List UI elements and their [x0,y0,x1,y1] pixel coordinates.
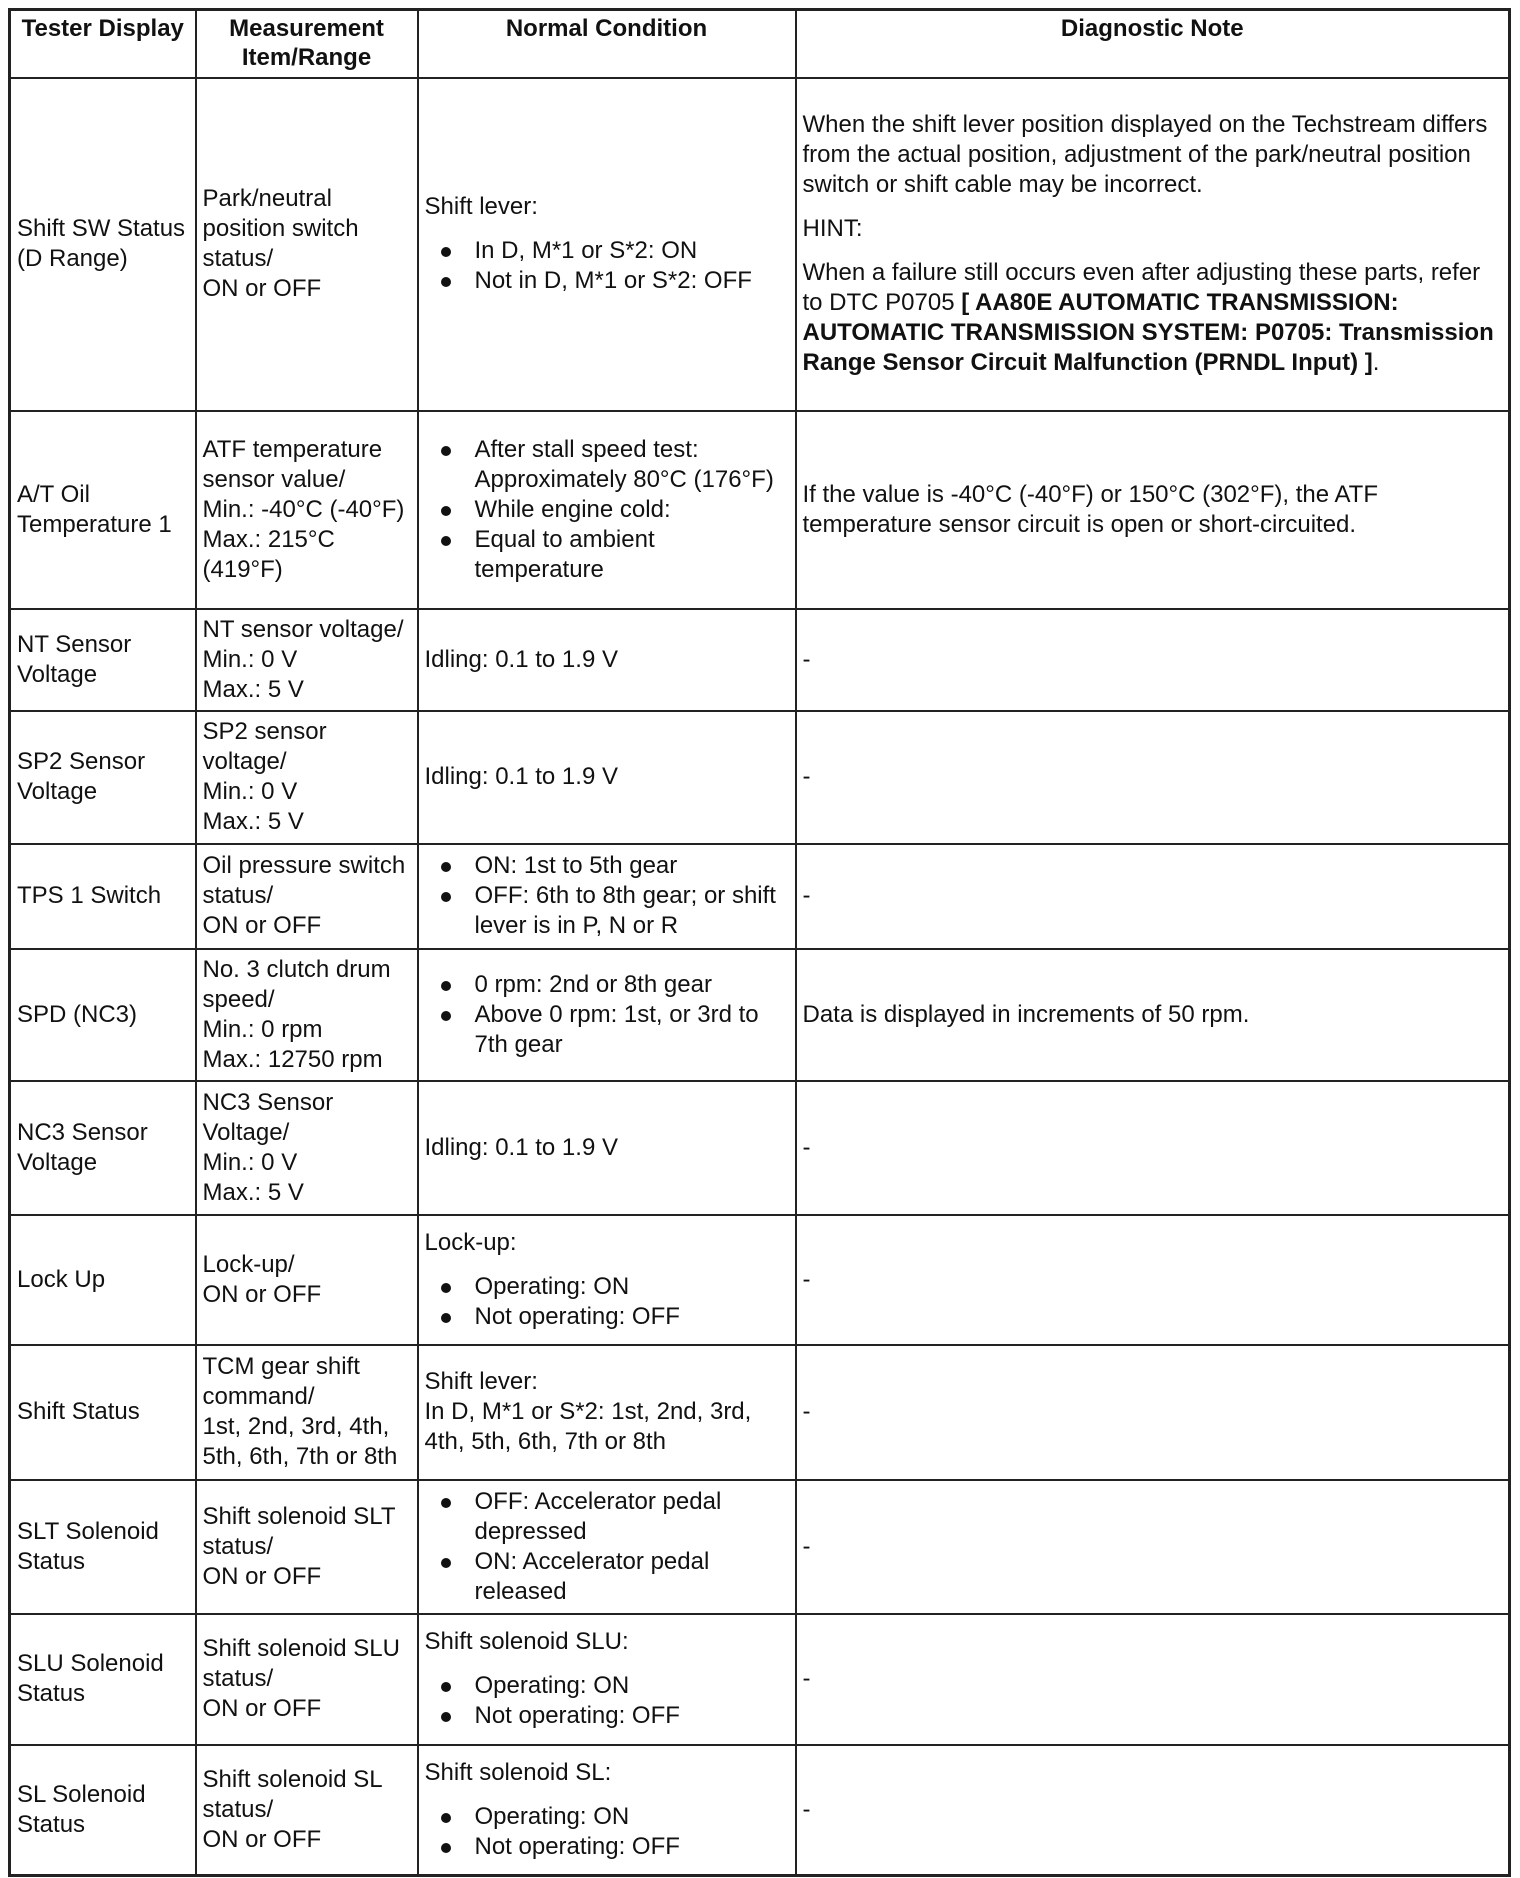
tester-display-cell: SLU Solenoid Status [10,1614,196,1745]
condition-item: In D, M*1 or S*2: ON [475,236,789,266]
condition-item: Above 0 rpm: 1st, or 3rd to 7th gear [475,1000,789,1060]
condition-list [425,1487,789,1607]
measurement-cell: TCM gear shift command/ 1st, 2nd, 3rd, 4th, 5th, 6th, 7th or 8th [196,1345,418,1480]
tester-display-cell: SPD (NC3) [10,949,196,1081]
normal-condition-cell [418,1345,796,1480]
diagnostic-note-cell: - [796,1480,1510,1614]
condition-item: Equal to ambient temperature [475,525,789,585]
table-row [10,1345,1510,1480]
diagnostic-note-cell: - [796,1745,1510,1876]
tester-display-cell: SP2 Sensor Voltage [10,711,196,844]
normal-condition-cell [418,78,796,411]
tester-display-cell: SL Solenoid Status [10,1745,196,1876]
note-text: When a failure still occurs even after adjusting these parts, refer to DTC P0705 [802,259,1481,316]
condition-list [425,970,789,1060]
tester-display-cell: NT Sensor Voltage [10,609,196,711]
condition-intro: Shift lever: [424,193,538,220]
tester-display-cell: SLT Solenoid Status [10,1480,196,1614]
measurement-cell: Lock-up/ ON or OFF [196,1215,418,1345]
measurement-cell: Park/neutral position switch status/ ON or OFF [196,78,418,411]
diagnostic-note-cell: - [796,1215,1510,1345]
normal-condition-cell [418,1745,796,1876]
condition-item: After stall speed test: Approximately 80°C (176°F) [475,435,789,495]
measurement-cell: NC3 Sensor Voltage/ Min.: 0 V Max.: 5 V [196,1081,418,1215]
normal-condition-cell [418,411,796,609]
normal-condition-cell [418,1614,796,1745]
tester-display-cell: Shift Status [10,1345,196,1480]
normal-condition-cell [418,1480,796,1614]
header-measurement-item: Measurement Item/Range [196,10,418,78]
normal-condition-cell: Idling: 0.1 to 1.9 V [418,711,796,844]
condition-list [425,1671,789,1731]
condition-item: Operating: ON [475,1272,789,1302]
measurement-cell: No. 3 clutch drum speed/ Min.: 0 rpm Max.: 12750 rpm [196,949,418,1081]
condition-item: OFF: 6th to 8th gear; or shift lever is in P, N or R [475,881,789,941]
tester-display-cell: Shift SW Status (D Range) [10,78,196,411]
diagnostic-note-cell: - [796,1081,1510,1215]
condition-item: Operating: ON [475,1802,789,1832]
condition-list [425,435,789,585]
measurement-cell: SP2 sensor voltage/ Min.: 0 V Max.: 5 V [196,711,418,844]
header-tester-display: Tester Display [10,10,196,78]
note-text: . [1372,349,1380,376]
condition-list [425,1272,789,1332]
condition-item: Not in D, M*1 or S*2: OFF [475,266,789,296]
note-hint-label: HINT: [802,215,863,242]
condition-item: Not operating: OFF [475,1832,789,1862]
measurement-cell: Oil pressure switch status/ ON or OFF [196,844,418,949]
diagnostic-note-cell: - [796,711,1510,844]
header-row [10,10,1510,78]
header-normal-condition: Normal Condition [418,10,796,78]
diagnostic-note-cell: - [796,609,1510,711]
table-row [10,1081,1510,1215]
condition-list [425,851,789,941]
tester-display-cell: A/T Oil Temperature 1 [10,411,196,609]
table-row [10,1745,1510,1876]
table-row [10,844,1510,949]
condition-item: While engine cold: [475,495,789,525]
table-row [10,1614,1510,1745]
condition-text: In D, M*1 or S*2: 1st, 2nd, 3rd, 4th, 5th, 6th, 7th or 8th [424,1398,752,1455]
condition-item: ON: Accelerator pedal released [475,1547,789,1607]
header-diagnostic-note: Diagnostic Note [796,10,1510,78]
normal-condition-cell: Idling: 0.1 to 1.9 V [418,609,796,711]
condition-item: Not operating: OFF [475,1302,789,1332]
measurement-cell: NT sensor voltage/ Min.: 0 V Max.: 5 V [196,609,418,711]
condition-item: ON: 1st to 5th gear [475,851,789,881]
tester-display-cell: NC3 Sensor Voltage [10,1081,196,1215]
table-row [10,949,1510,1081]
measurement-cell: Shift solenoid SLT status/ ON or OFF [196,1480,418,1614]
table-row [10,1215,1510,1345]
table-row [10,78,1510,411]
diagnostic-note-cell [796,78,1510,411]
condition-intro: Shift solenoid SLU: [424,1628,629,1655]
normal-condition-cell [418,844,796,949]
condition-list [425,236,789,296]
measurement-cell: Shift solenoid SLU status/ ON or OFF [196,1614,418,1745]
diagnostic-note-cell: - [796,844,1510,949]
condition-item: Operating: ON [475,1671,789,1701]
condition-list [425,1802,789,1862]
condition-intro: Shift solenoid SL: [424,1758,612,1786]
data-list-table [8,8,1511,1877]
condition-item: 0 rpm: 2nd or 8th gear [475,970,789,1000]
table-row [10,411,1510,609]
measurement-cell: Shift solenoid SL status/ ON or OFF [196,1745,418,1876]
diagnostic-note-cell: Data is displayed in increments of 50 rpm. [796,949,1510,1081]
diagnostic-note-cell: If the value is -40°C (-40°F) or 150°C (302°F), the ATF temperature sensor circuit is open or short-circuited. [796,411,1510,609]
measurement-cell: ATF temperature sensor value/ Min.: -40°C (-40°F) Max.: 215°C (419°F) [196,411,418,609]
condition-item: OFF: Accelerator pedal depressed [475,1487,789,1547]
table-row [10,1480,1510,1614]
condition-intro: Lock-up: [424,1228,517,1256]
normal-condition-cell [418,1215,796,1345]
tester-display-cell: TPS 1 Switch [10,844,196,949]
dtc-reference-link[interactable]: [ AA80E AUTOMATIC TRANSMISSION: AUTOMATIC TRANSMISSION SYSTEM: P0705: Transmission Range Sensor Circuit Malfunction (PRNDL Input) ] [802,289,1494,376]
diagnostic-note-cell: - [796,1345,1510,1480]
table-row [10,609,1510,711]
table-row [10,711,1510,844]
condition-intro: Shift lever: [424,1368,538,1395]
normal-condition-cell: Idling: 0.1 to 1.9 V [418,1081,796,1215]
tester-display-cell: Lock Up [10,1215,196,1345]
normal-condition-cell [418,949,796,1081]
diagnostic-note-cell: - [796,1614,1510,1745]
note-paragraph: When the shift lever position displayed on the Techstream differs from the actual position, adjustment of the park/neutral position switch or shift cable may be incorrect. [802,111,1488,198]
condition-item: Not operating: OFF [475,1701,789,1731]
note-paragraph [803,258,1503,378]
